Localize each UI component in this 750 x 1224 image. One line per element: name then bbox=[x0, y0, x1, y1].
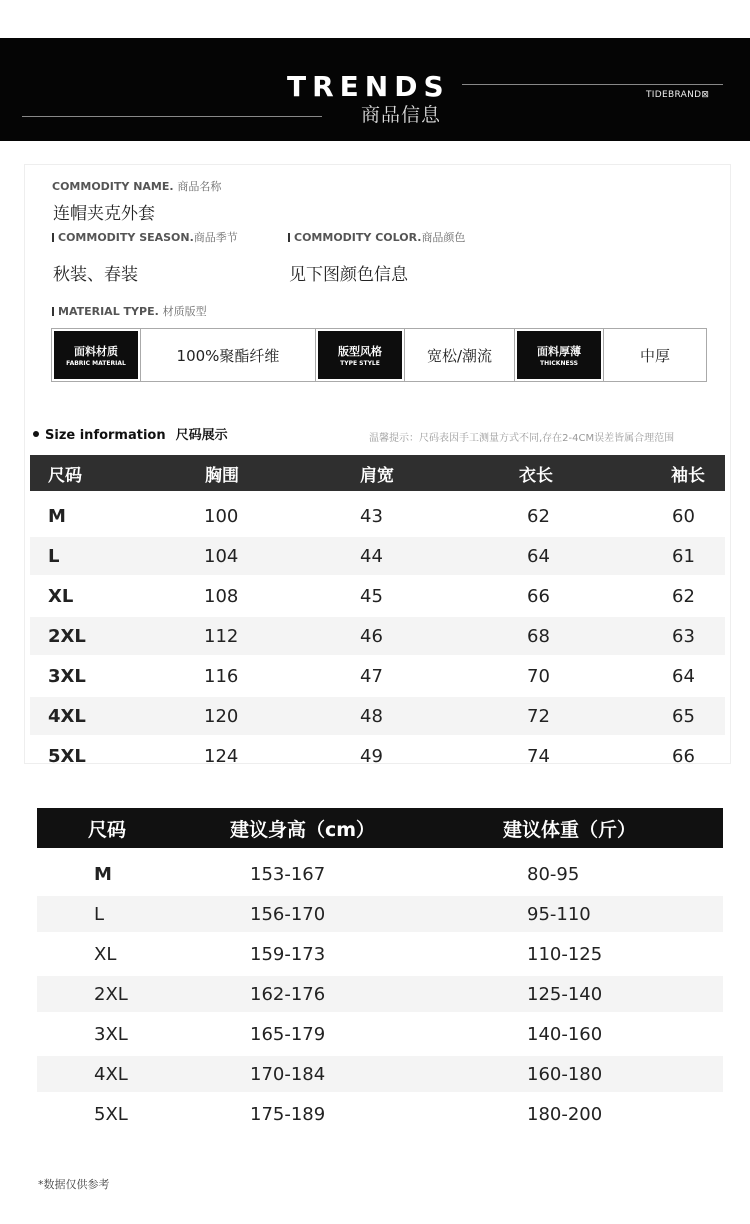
commodity-season-value: 秋装、春装 bbox=[53, 265, 138, 285]
size-table-cell: 116 bbox=[204, 665, 239, 687]
fit-header-weight: 建议体重（斤） bbox=[503, 818, 637, 841]
size-table-cell: 44 bbox=[360, 545, 383, 567]
label-bar-icon bbox=[288, 233, 290, 242]
size-info-title-cn: 尺码展示 bbox=[175, 428, 228, 443]
fabric-badge-title: 面料材质 bbox=[74, 345, 118, 358]
size-info-heading bbox=[33, 424, 228, 443]
fit-table-cell: 125-140 bbox=[527, 983, 603, 1005]
size-table-cell: 64 bbox=[672, 665, 695, 687]
size-table-cell: 62 bbox=[527, 505, 550, 527]
size-header-sleeve: 袖长 bbox=[671, 465, 705, 486]
fit-table-header bbox=[37, 808, 723, 848]
size-table-cell: 48 bbox=[360, 705, 383, 727]
fit-table-cell: 95-110 bbox=[527, 903, 591, 925]
fit-header-height: 建议身高（cm） bbox=[230, 818, 376, 841]
fit-table-cell: 3XL bbox=[94, 1023, 128, 1045]
label-bar-icon bbox=[52, 307, 54, 316]
size-table-cell: 63 bbox=[672, 625, 695, 647]
size-table-cell: L bbox=[48, 545, 60, 567]
fit-table-row bbox=[37, 1096, 723, 1132]
size-table-cell: 2XL bbox=[48, 625, 86, 647]
size-table-cell: 74 bbox=[527, 745, 550, 767]
size-info-title-en: Size information bbox=[45, 428, 166, 443]
size-table-row bbox=[30, 537, 725, 575]
fit-table-cell: 4XL bbox=[94, 1063, 128, 1085]
size-table-row bbox=[30, 497, 725, 535]
commodity-season-label-cn: 商品季节 bbox=[193, 231, 238, 244]
thickness-badge bbox=[515, 329, 604, 381]
fabric-badge bbox=[52, 329, 141, 381]
thickness-badge-title: 面料厚薄 bbox=[537, 345, 581, 358]
size-header-length: 衣长 bbox=[519, 465, 553, 486]
size-table-cell: 64 bbox=[527, 545, 550, 567]
size-table-cell: 66 bbox=[527, 585, 550, 607]
size-table-cell: 65 bbox=[672, 705, 695, 727]
material-type-label-en: MATERIAL TYPE. bbox=[58, 305, 159, 318]
size-table-cell: 100 bbox=[204, 505, 239, 527]
size-table-cell: 120 bbox=[204, 705, 239, 727]
thickness-badge-sub: THICKNESS bbox=[540, 360, 578, 367]
size-table-cell: 5XL bbox=[48, 745, 86, 767]
size-table-cell: 70 bbox=[527, 665, 550, 687]
fit-table-cell: 175-189 bbox=[250, 1103, 326, 1125]
style-badge-sub: TYPE STYLE bbox=[340, 360, 380, 367]
commodity-name-label-cn: 商品名称 bbox=[177, 180, 222, 193]
size-table-cell: 47 bbox=[360, 665, 383, 687]
material-type-label bbox=[52, 303, 207, 319]
size-table-cell: 104 bbox=[204, 545, 239, 567]
fit-table-cell: 5XL bbox=[94, 1103, 128, 1125]
label-bar-icon bbox=[52, 233, 54, 242]
commodity-name-value: 连帽夹克外套 bbox=[53, 204, 155, 224]
commodity-name-label bbox=[52, 178, 221, 194]
commodity-color-label bbox=[288, 229, 465, 245]
fit-table-row bbox=[37, 976, 723, 1012]
fabric-badge-sub: FABRIC MATERIAL bbox=[66, 360, 126, 367]
fabric-value: 100%聚酯纤维 bbox=[141, 329, 316, 381]
size-table-row bbox=[30, 697, 725, 735]
commodity-season-label bbox=[52, 229, 238, 245]
size-table-row bbox=[30, 577, 725, 615]
fit-table-row bbox=[37, 1016, 723, 1052]
size-table-cell: 68 bbox=[527, 625, 550, 647]
fit-table-cell: 159-173 bbox=[250, 943, 326, 965]
size-table-row bbox=[30, 657, 725, 695]
size-table-row bbox=[30, 617, 725, 655]
fit-table-cell: L bbox=[94, 903, 105, 925]
fit-table-cell: XL bbox=[94, 943, 117, 965]
fit-table-cell: 165-179 bbox=[250, 1023, 326, 1045]
size-table-cell: 72 bbox=[527, 705, 550, 727]
style-value: 宽松/潮流 bbox=[405, 329, 515, 381]
measurement-note: 温馨提示：尺码表因手工测量方式不同,存在2-4CM误差皆属合理范围 bbox=[369, 433, 675, 444]
style-badge bbox=[316, 329, 405, 381]
fit-table-cell: 140-160 bbox=[527, 1023, 603, 1045]
fit-table-cell: M bbox=[94, 863, 112, 885]
fit-table-cell: 160-180 bbox=[527, 1063, 603, 1085]
fit-table-cell: 80-95 bbox=[527, 863, 580, 885]
size-table-cell: 60 bbox=[672, 505, 695, 527]
style-badge-title: 版型风格 bbox=[338, 345, 382, 358]
footnote: *数据仅供参考 bbox=[38, 1178, 110, 1191]
material-row bbox=[51, 328, 707, 382]
size-table-cell: 3XL bbox=[48, 665, 86, 687]
size-table-cell: 43 bbox=[360, 505, 383, 527]
fit-table-row bbox=[37, 856, 723, 892]
size-table-cell: 108 bbox=[204, 585, 239, 607]
size-table-header bbox=[30, 455, 725, 491]
fit-table-cell: 110-125 bbox=[527, 943, 603, 965]
size-table-cell: XL bbox=[48, 585, 74, 607]
fit-table-cell: 153-167 bbox=[250, 863, 326, 885]
fit-table-cell: 162-176 bbox=[250, 983, 326, 1005]
banner-title: TRENDS bbox=[287, 70, 450, 103]
banner-subtitle: 商品信息 bbox=[361, 104, 442, 126]
size-table-cell: 62 bbox=[672, 585, 695, 607]
decor-line-right bbox=[462, 84, 723, 85]
decor-line-left bbox=[22, 116, 322, 117]
size-table-cell: 49 bbox=[360, 745, 383, 767]
size-table-cell: 45 bbox=[360, 585, 383, 607]
size-header-chest: 胸围 bbox=[205, 465, 239, 486]
size-table-cell: 66 bbox=[672, 745, 695, 767]
brand-mark: TIDEBRAND⊠ bbox=[646, 90, 710, 100]
header-banner bbox=[0, 38, 750, 141]
thickness-value: 中厚 bbox=[639, 346, 670, 365]
fit-table-cell: 2XL bbox=[94, 983, 128, 1005]
size-table-cell: 61 bbox=[672, 545, 695, 567]
fit-header-size: 尺码 bbox=[88, 818, 127, 841]
size-header-shoulder: 肩宽 bbox=[360, 465, 394, 486]
size-table-cell: 124 bbox=[204, 745, 239, 767]
size-table-row bbox=[30, 737, 725, 775]
fit-table-cell: 156-170 bbox=[250, 903, 326, 925]
commodity-name-label-en: COMMODITY NAME. bbox=[52, 180, 174, 193]
fit-table-cell: 170-184 bbox=[250, 1063, 326, 1085]
size-table-cell: 112 bbox=[204, 625, 239, 647]
fit-table-cell: 180-200 bbox=[527, 1103, 603, 1125]
bullet-icon bbox=[33, 431, 39, 437]
size-table-cell: 4XL bbox=[48, 705, 86, 727]
material-type-label-cn: 材质版型 bbox=[162, 305, 207, 318]
fit-table-row bbox=[37, 936, 723, 972]
size-table-cell: 46 bbox=[360, 625, 383, 647]
commodity-color-value: 见下图颜色信息 bbox=[289, 265, 408, 285]
commodity-season-label-en: COMMODITY SEASON. bbox=[58, 231, 194, 244]
fit-table-row bbox=[37, 896, 723, 932]
commodity-color-label-cn: 商品颜色 bbox=[421, 231, 466, 244]
commodity-color-label-en: COMMODITY COLOR. bbox=[294, 231, 422, 244]
size-table-cell: M bbox=[48, 505, 66, 527]
size-header-size: 尺码 bbox=[48, 465, 82, 486]
fit-table-row bbox=[37, 1056, 723, 1092]
